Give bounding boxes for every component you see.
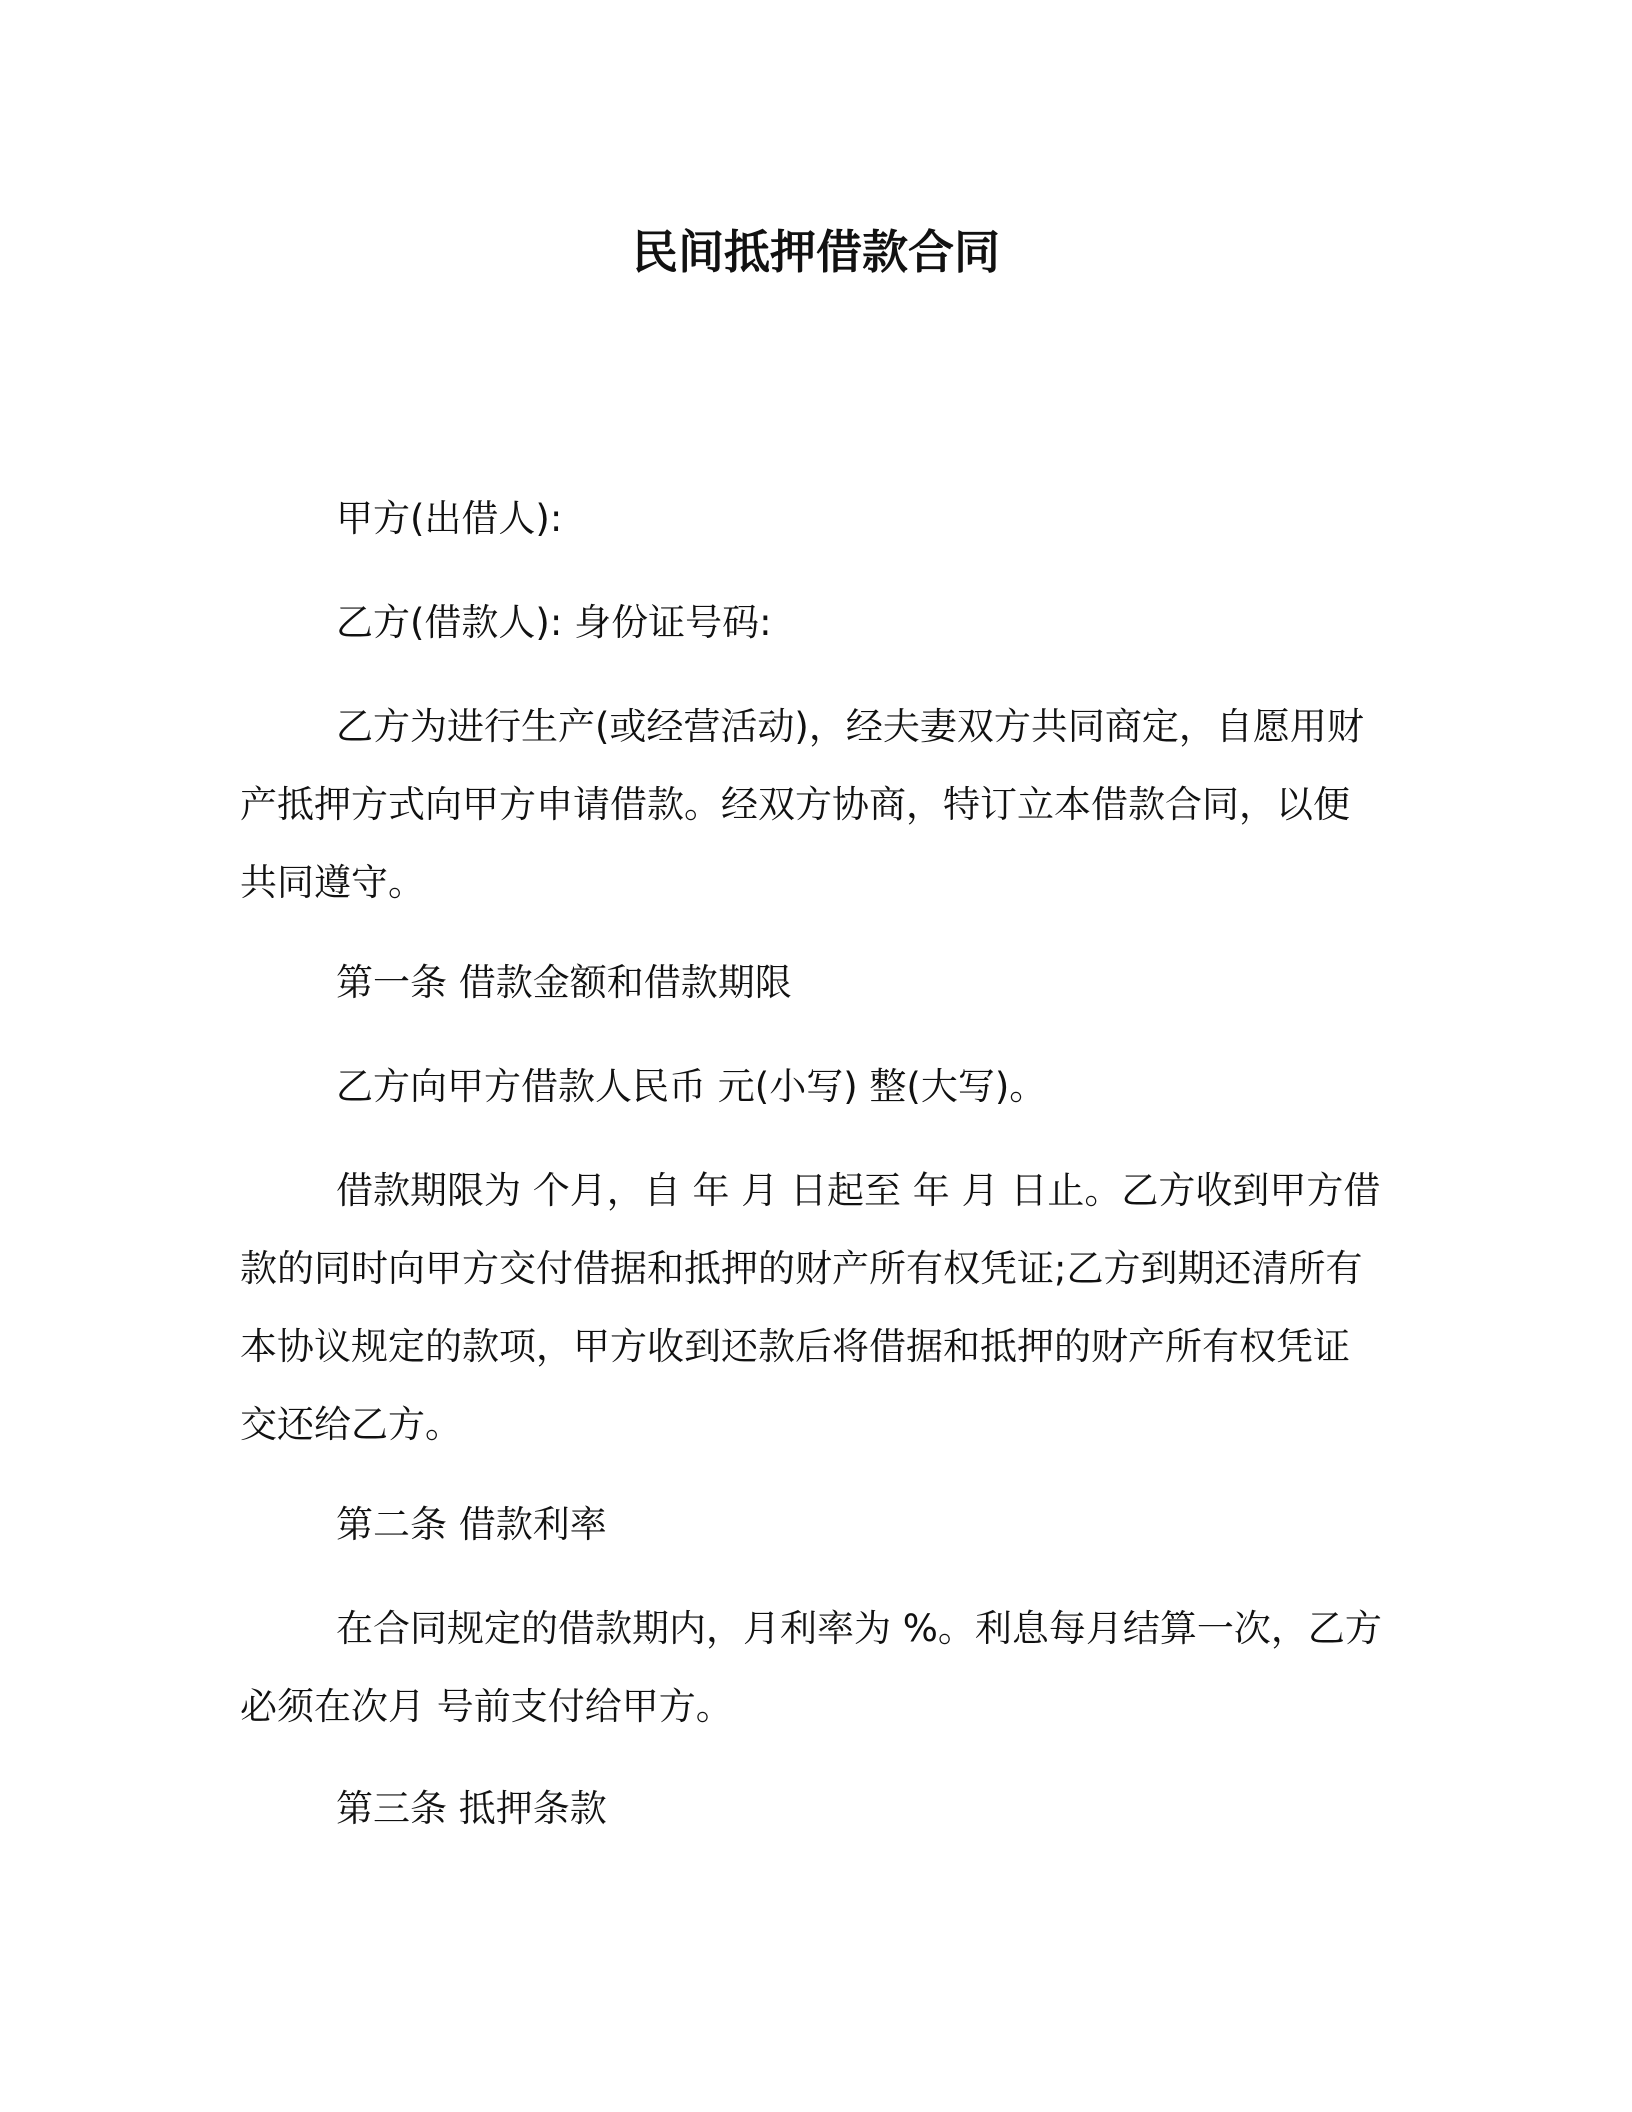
intro-line-2: 产抵押方式向甲方申请借款。经双方协商，特订立本借款合同，以便 xyxy=(240,783,1350,826)
article1-heading: 第一条 借款金额和借款期限 xyxy=(336,961,792,1004)
article1-term-line-3: 本协议规定的款项，甲方收到还款后将借据和抵押的财产所有权凭证 xyxy=(240,1325,1350,1368)
article1-term-line-2: 款的同时向甲方交付借据和抵押的财产所有权凭证;乙方到期还清所有 xyxy=(240,1247,1363,1290)
intro-line-3: 共同遵守。 xyxy=(240,861,425,904)
article2-heading: 第二条 借款利率 xyxy=(336,1503,607,1546)
page-title: 民间抵押借款合同 xyxy=(632,225,1000,279)
party-a-line: 甲方(出借人): xyxy=(336,497,563,540)
article3-heading: 第三条 抵押条款 xyxy=(336,1787,607,1830)
article2-line-2: 必须在次月 号前支付给甲方。 xyxy=(240,1685,733,1728)
intro-line-1: 乙方为进行生产(或经营活动)，经夫妻双方共同商定，自愿用财 xyxy=(336,705,1364,748)
party-b-line: 乙方(借款人): 身份证号码: xyxy=(336,601,772,644)
article1-term-line-4: 交还给乙方。 xyxy=(240,1403,462,1446)
article2-line-1: 在合同规定的借款期内，月利率为 %。利息每月结算一次，乙方 xyxy=(336,1607,1382,1650)
article1-amount: 乙方向甲方借款人民币 元(小写) 整(大写)。 xyxy=(336,1065,1047,1108)
article1-term-line-1: 借款期限为 个月，自 年 月 日起至 年 月 日止。乙方收到甲方借 xyxy=(336,1169,1381,1212)
